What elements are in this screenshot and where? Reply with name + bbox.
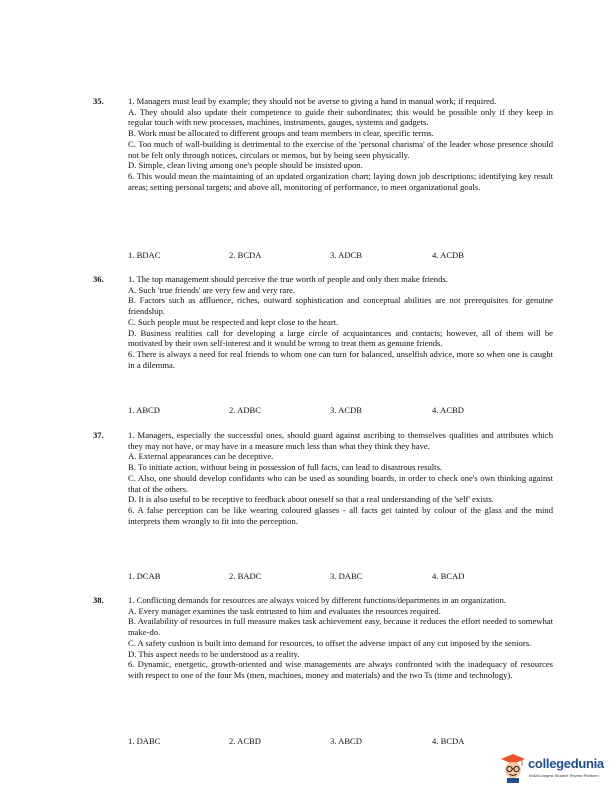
sentence-c: C. Too much of wall-building is detrimental to the exercise of the 'personal charisma' of the leader whose presence should not be felt only through notices, circulars or memos, but by being seen physically.	[128, 138, 553, 160]
sentence-d: D. Business realities call for developing a large circle of acquaintances and contacts; however, all of them will be motivated by their own self-interest and it would be wrong to treat them as genuine friends.	[128, 327, 553, 349]
sentence-1: 1. Managers, especially the successful ones, should guard against ascribing to themselves qualities and attributes which they may not have, or may have in a measure much less than what they think they have.	[128, 430, 553, 451]
option-4: 4. BCDA	[432, 736, 465, 746]
sentence-a: A. Every manager examines the task entrusted to him and evaluates the resources required.	[128, 605, 441, 616]
sentence-6: 6. Dynamic, energetic, growth-oriented and wise managements are always confronted with the inadequacy of resources with respect to one of the four Ms (men, machines, money and materials) and the two Ts (time and technology).	[128, 659, 553, 680]
sentence-d: D. Simple, clean living among one's people should be insisted upon.	[128, 160, 363, 171]
sentence-b: B. Work must be allocated to different groups and team members in clear, specific terms.	[128, 128, 434, 139]
answer-options	[128, 405, 553, 416]
sentence-a: A. Such 'true friends' are very few and very rare.	[128, 284, 296, 295]
option-3: 3. ADCB	[330, 250, 362, 260]
sentence-1: 1. Managers must lead by example; they should not be averse to giving a hand in manual work; if required.	[128, 96, 497, 106]
sentence-b: B. Factors such as affluence, riches, outward sophistication and conceptual abilities are not prerequisites for genuine friendship.	[128, 295, 553, 317]
graduate-mascot-icon	[500, 753, 526, 783]
answer-options	[128, 736, 553, 747]
sentence-b: B. Availability of resources in full measure makes task achievement easy, because it reduces the effort needed to somewhat make-do.	[128, 616, 553, 638]
sentence-c: C. A safety cushion is built into demand for resources, to offset the adverse impact of any cut imposed by the seniors.	[128, 637, 532, 648]
option-3: 3. DABC	[330, 571, 363, 581]
sentence-a: A. External appearances can be deceptive.	[128, 451, 274, 462]
sentence-1: 1. Conflicting demands for resources are always voiced by different functions/departments in an organization.	[128, 595, 506, 605]
question-body	[128, 430, 553, 526]
sentence-1: 1. The top management should perceive the true worth of people and only then make friends.	[128, 274, 448, 284]
sentence-c: C. Also, one should develop confidants who can be used as sounding boards, in order to check one's own thinking against that of the others.	[128, 472, 553, 494]
question-number: 36.	[93, 274, 104, 284]
option-4: 4. ACDB	[432, 250, 464, 260]
option-4: 4. BCAD	[432, 571, 465, 581]
option-2: 2. BCDA	[229, 250, 262, 260]
sentence-6: 6. This would mean the maintaining of an updated organization chart; laying down job descriptions; identifying key result areas; setting personal targets; and above all, monitoring of performance, to meet organizational goals.	[128, 170, 553, 192]
option-4: 4. ACBD	[432, 405, 464, 415]
sentence-6: 6. A false perception can be like wearing coloured glasses - all facts get tainted by colour of the glass and the mind interprets them wrongly to fit into the perception.	[128, 504, 553, 526]
question-body	[128, 274, 553, 370]
option-2: 2. ACBD	[229, 736, 261, 746]
option-1: 1. ABCD	[128, 405, 160, 415]
option-3: 3. ACDB	[330, 405, 362, 415]
option-2: 2. ADBC	[229, 405, 261, 415]
sentence-a: A. They should also update their competence to guide their subordinates; this would be possible only if they keep in regular touch with new processes, machines, instruments, gauges, systems and gadgets.	[128, 106, 553, 128]
question-number: 38.	[93, 595, 104, 605]
option-1: 1. BDAC	[128, 250, 161, 260]
question-number: 35.	[93, 96, 104, 106]
sentence-c: C. Such people must be respected and kept close to the heart.	[128, 316, 339, 327]
option-1: 1. DABC	[128, 736, 161, 746]
sentence-6: 6. There is always a need for real friends to whom one can turn for balanced, unselfish advice, more so when one is caught in a dilemma.	[128, 348, 553, 370]
question-body	[128, 96, 553, 192]
logo-tagline: India's largest Student Review Platform	[529, 773, 599, 778]
sentence-d: D. This aspect needs to be understood as a reality.	[128, 648, 300, 659]
question-number: 37.	[93, 430, 104, 440]
question-body	[128, 595, 553, 681]
logo-wordmark: collegedunia	[528, 756, 604, 771]
sentence-d: D. It is also useful to be receptive to feedback about oneself so that a real understanding of the 'self' exists.	[128, 494, 494, 505]
answer-options	[128, 571, 553, 582]
sentence-b: B. To initiate action, without being in possession of full facts, can lead to disastrous results.	[128, 462, 443, 473]
answer-options	[128, 250, 553, 261]
option-3: 3. ABCD	[330, 736, 362, 746]
collegedunia-logo	[500, 753, 612, 789]
option-1: 1. DCAB	[128, 571, 161, 581]
option-2: 2. BADC	[229, 571, 262, 581]
